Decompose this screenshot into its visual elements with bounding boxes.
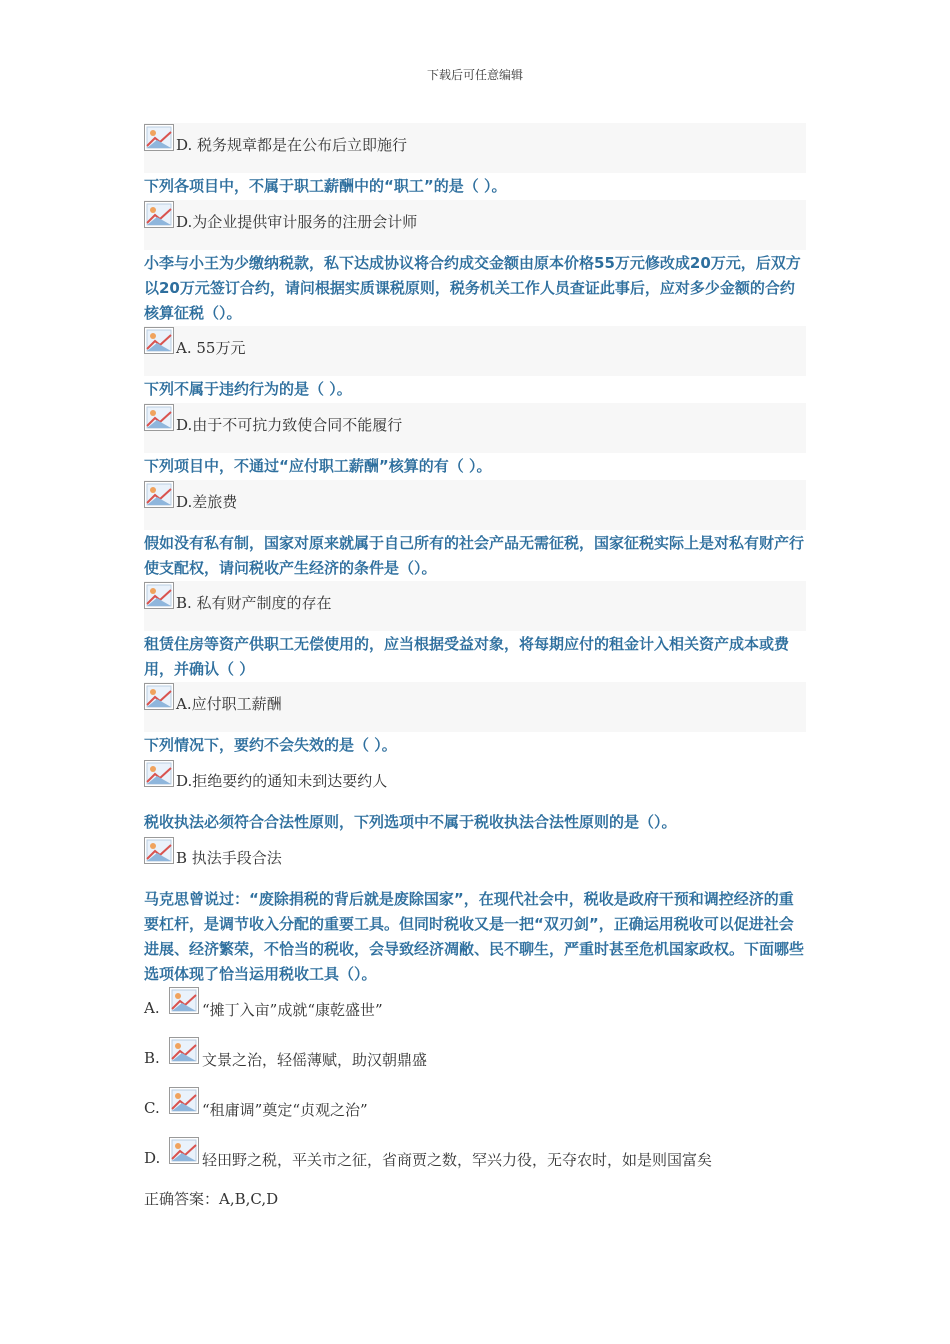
option-text: “摊丁入亩”成就“康乾盛世”: [202, 1001, 383, 1019]
broken-image-icon: [144, 201, 174, 228]
question-text: 租赁住房等资产供职工无偿使用的，应当根据受益对象，将每期应付的租金计入相关资产成本或费用，并确认（ ）: [144, 635, 790, 678]
question-text: 下列各项目中，不属于职工薪酬中的“职工”的是（ ）。: [144, 177, 507, 195]
answer-row: [144, 326, 806, 376]
option-letter: C.: [144, 1099, 160, 1117]
option-letter: A.: [144, 999, 160, 1017]
broken-image-icon: [144, 837, 174, 864]
answer-row: [144, 759, 806, 809]
correct-answer: 正确答案：A,B,C,D: [144, 1190, 279, 1208]
answer-text: A.应付职工薪酬: [176, 695, 282, 713]
answer-text: D.由于不可抗力致使合同不能履行: [176, 416, 403, 434]
question-text: 税收执法必须符合合法性原则，下列选项中不属于税收执法合法性原则的是（）。: [144, 813, 677, 831]
option-a[interactable]: [144, 987, 806, 1037]
page-header: 下载后可任意编辑: [426, 68, 523, 82]
option-letter: D.: [144, 1149, 161, 1167]
option-d[interactable]: [144, 1137, 806, 1187]
option-text: 轻田野之税，平关市之征，省商贾之数，罕兴力役，无夺农时，如是则国富矣: [202, 1151, 713, 1169]
answer-row: [144, 836, 806, 886]
option-c[interactable]: [144, 1087, 806, 1137]
option-letter: B.: [144, 1049, 160, 1067]
question-text: 马克思曾说过：“废除捐税的背后就是废除国家”，在现代社会中，税收是政府干预和调控经济的重要杠杆，是调节收入分配的重要工具。但同时税收又是一把“双刃剑”，正确运用税收可以促进社会进展、经济繁荣，不恰当的税收，会导致经济凋敝、民不聊生，严重时甚至危机国家政权。下面哪些选项体现了恰当运用税收工具（）。: [144, 890, 805, 983]
answer-row: [144, 480, 806, 530]
answer-text: B. 私有财产制度的存在: [176, 594, 332, 612]
option-text: 文景之治，轻傜薄赋，助汉朝鼎盛: [202, 1051, 428, 1069]
broken-image-icon: [169, 1087, 199, 1114]
question-text: 下列情况下，要约不会失效的是（ ）。: [144, 736, 397, 754]
broken-image-icon: [144, 404, 174, 431]
broken-image-icon: [144, 760, 174, 787]
answer-text: D. 税务规章都是在公布后立即施行: [176, 136, 408, 154]
answer-text: D.拒绝要约的通知未到达要约人: [176, 772, 388, 790]
broken-image-icon: [169, 1137, 199, 1164]
answer-row: [144, 581, 806, 631]
answer-row: [144, 123, 806, 173]
question-text: 小李与小王为少缴纳税款，私下达成协议将合约成交金额由原本价格55万元修改成20万元，后双方以20万元签订合约，请问根据实质课税原则，税务机关工作人员查证此事后，应对多少金额的合约核算征税（）。: [144, 254, 801, 322]
question-text: 假如没有私有制，国家对原来就属于自己所有的社会产品无需征税，国家征税实际上是对私有财产行使支配权，请问税收产生经济的条件是（）。: [144, 534, 805, 577]
broken-image-icon: [169, 1037, 199, 1064]
broken-image-icon: [144, 683, 174, 710]
answer-text: D.差旅费: [176, 493, 238, 511]
answer-text: A. 55万元: [176, 339, 246, 357]
answer-text: D.为企业提供审计服务的注册会计师: [176, 213, 418, 231]
answer-row: [144, 200, 806, 250]
question-text: 下列不属于违约行为的是（ ）。: [144, 380, 352, 398]
broken-image-icon: [144, 582, 174, 609]
broken-image-icon: [169, 987, 199, 1014]
broken-image-icon: [144, 124, 174, 151]
option-b[interactable]: [144, 1037, 806, 1087]
answer-row: [144, 403, 806, 453]
broken-image-icon: [144, 327, 174, 354]
broken-image-icon: [144, 481, 174, 508]
option-text: “租庸调”奠定“贞观之治”: [202, 1101, 368, 1119]
quiz-content: [144, 123, 806, 1209]
question-text: 下列项目中，不通过“应付职工薪酬”核算的有（ ）。: [144, 457, 492, 475]
answer-text: B 执法手段合法: [176, 849, 282, 867]
answer-row: [144, 682, 806, 732]
